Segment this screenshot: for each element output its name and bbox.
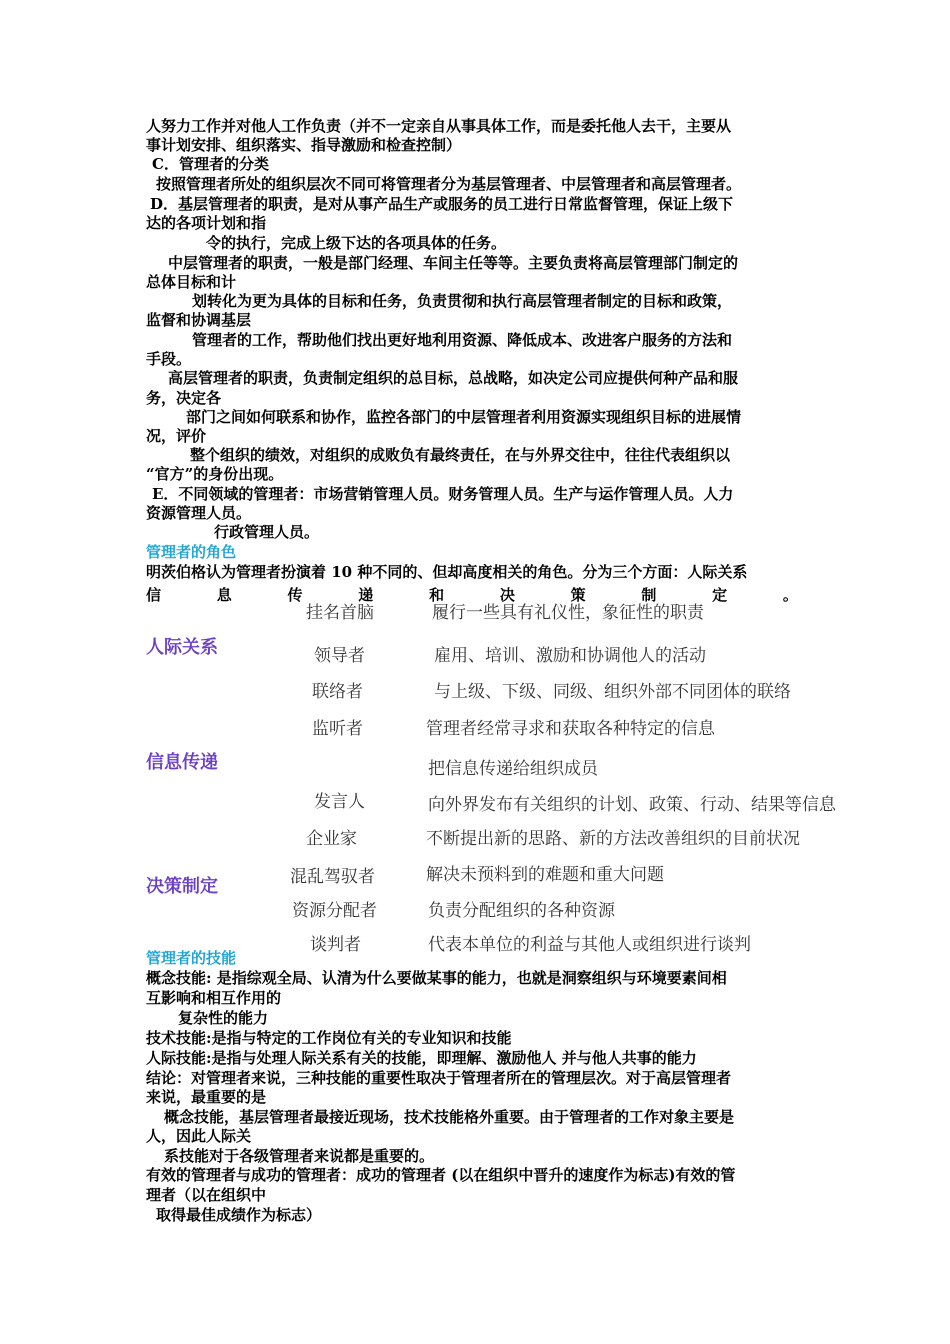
intro-line-1: 人努力工作并对他人工作负责（并不一定亲自从事具体工作，而是委托他人去干，主要从 (146, 117, 732, 135)
skills-line-10: 系技能对于各级管理者来说都是重要的。 (164, 1147, 435, 1165)
section-d-line-1: D．基层管理者的职责，是对从事产品生产或服务的员工进行日常监督管理，保证上级下 (150, 195, 734, 213)
role-desc: 履行一些具有礼仪性，象征性的职责 (432, 603, 704, 623)
skills-line-4: 技术技能:是指与特定的工作岗位有关的专业知识和技能 (146, 1029, 512, 1047)
role-desc: 与上级、下级、同级、组织外部不同团体的联络 (434, 682, 791, 702)
skills-line-2: 互影响和相互作用的 (146, 989, 282, 1007)
top-mgr-line-6: “官方”的身份出现。 (146, 465, 284, 483)
section-d-line-2: 达的各项计划和指 (146, 214, 267, 232)
middle-mgr-line-1: 中层管理者的职责，一般是部门经理、车间主任等等。主要负责将高层管理部门制定的 (168, 254, 739, 272)
group-information: 信息传递 (146, 752, 218, 773)
role-name: 企业家 (306, 829, 357, 849)
skills-line-11: 有效的管理者与成功的管理者：成功的管理者 (以在组织中晋升的速度作为标志)有效的管 (146, 1166, 736, 1184)
role-desc: 代表本单位的利益与其他人或组织进行谈判 (428, 935, 751, 955)
justified-char: 传 (287, 586, 303, 604)
role-name: 发言人 (314, 792, 365, 812)
skills-line-7: 来说，最重要的是 (146, 1088, 267, 1106)
skills-line-9: 人，因此人际关 (146, 1127, 252, 1145)
role-desc: 管理者经常寻求和获取各种特定的信息 (426, 719, 715, 739)
role-desc: 负责分配组织的各种资源 (428, 901, 615, 921)
middle-mgr-line-3: 划转化为更为具体的目标和任务，负责贯彻和执行高层管理者制定的目标和政策， (192, 292, 733, 310)
role-name: 谈判者 (310, 935, 361, 955)
skills-line-12: 理者（以在组织中 (146, 1186, 267, 1204)
role-desc: 雇用、培训、激励和协调他人的活动 (434, 646, 706, 666)
skills-line-6: 结论：对管理者来说，三种技能的重要性取决于管理者所在的管理层次。对于高层管理者 (146, 1069, 732, 1087)
justified-char: 息 (216, 586, 232, 604)
justified-char: 和 (429, 586, 445, 604)
roles-heading: 管理者的角色 (146, 543, 237, 561)
skills-line-3: 复杂性的能力 (178, 1009, 269, 1027)
section-c-heading: C．管理者的分类 (152, 155, 269, 173)
justified-char: 信 (146, 586, 162, 604)
section-c-body: 按照管理者所处的组织层次不同可将管理者分为基层管理者、中层管理者和高层管理者。 (156, 175, 742, 193)
role-desc: 向外界发布有关组织的计划、政策、行动、结果等信息 (428, 795, 836, 815)
top-mgr-line-4: 况，评价 (146, 427, 207, 445)
group-decision: 决策制定 (146, 876, 218, 897)
justified-char: 制 (641, 586, 657, 604)
skills-heading: 管理者的技能 (146, 949, 237, 967)
justified-char: 定 (712, 586, 728, 604)
role-name: 挂名首脑 (306, 603, 374, 623)
role-desc: 不断提出新的思路、新的方法改善组织的目前状况 (426, 829, 800, 849)
middle-mgr-line-4: 监督和协调基层 (146, 311, 252, 329)
top-mgr-line-1: 高层管理者的职责，负责制定组织的总目标，总战略，如决定公司应提供何种产品和服 (168, 369, 739, 387)
justified-char: 决 (499, 586, 515, 604)
skills-line-13: 取得最佳成绩作为标志） (156, 1206, 322, 1224)
middle-mgr-line-5: 管理者的工作，帮助他们找出更好地利用资源、降低成本、改进客户服务的方法和 (192, 331, 733, 349)
justified-char: 策 (570, 586, 586, 604)
group-interpersonal: 人际关系 (146, 637, 218, 658)
top-mgr-line-5: 整个组织的绩效，对组织的成败负有最终责任，在与外界交往中，往往代表组织以 (190, 446, 731, 464)
section-e-line-2: 资源管理人员。 (146, 504, 252, 522)
role-desc: 把信息传递给组织成员 (428, 759, 598, 779)
skills-line-5: 人际技能:是指与处理人际关系有关的技能，即理解、激励他人 并与他人共事的能力 (146, 1049, 697, 1067)
section-d-line-3: 令的执行，完成上级下达的各项具体的任务。 (206, 234, 507, 252)
role-name: 混乱驾驭者 (290, 867, 375, 887)
roles-intro-line-1: 明茨伯格认为管理者扮演着 10 种不同的、但却高度相关的角色。分为三个方面：人际关系 (146, 563, 748, 581)
skills-line-8: 概念技能，基层管理者最接近现场，技术技能格外重要。由于管理者的工作对象主要是 (164, 1108, 735, 1126)
role-desc: 解决未预料到的难题和重大问题 (426, 865, 664, 885)
top-mgr-line-2: 务，决定各 (146, 389, 222, 407)
role-name: 资源分配者 (292, 901, 377, 921)
skills-line-1: 概念技能: 是指综观全局、认清为什么要做某事的能力，也就是洞察组织与环境要素间相 (146, 969, 727, 987)
role-name: 联络者 (312, 682, 363, 702)
section-e-line-3: 行政管理人员。 (214, 523, 320, 541)
role-name: 监听者 (312, 719, 363, 739)
middle-mgr-line-2: 总体目标和计 (146, 273, 237, 291)
justified-char: 递 (358, 586, 374, 604)
middle-mgr-line-6: 手段。 (146, 350, 192, 368)
top-mgr-line-3: 部门之间如何联系和协作，监控各部门的中层管理者利用资源实现组织目标的进展情 (186, 408, 742, 426)
role-name: 领导者 (314, 646, 365, 666)
justified-char: 。 (782, 586, 798, 604)
intro-line-2: 事计划安排、组织落实、指导激励和检查控制） (146, 136, 462, 154)
section-e-line-1: E．不同领域的管理者：市场营销管理人员。财务管理人员。生产与运作管理人员。人力 (152, 485, 734, 503)
